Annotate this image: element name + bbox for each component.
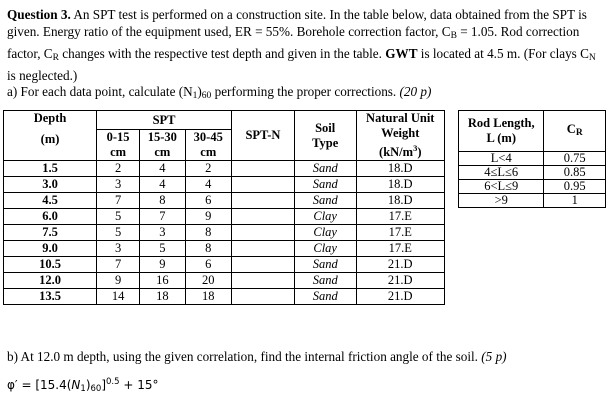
soil-type-cell: Sand <box>294 193 356 209</box>
depth-cell: 4.5 <box>4 193 97 209</box>
spt-n-cell <box>232 177 295 193</box>
question-body: changes with the respective test depth and given in the table. <box>58 46 386 61</box>
interval-label: 30-45 <box>193 130 223 145</box>
blow-count-30-45-cell: 20 <box>185 273 232 289</box>
part-a-text: performing the proper corrections. <box>211 84 400 99</box>
unit-weight-sup: 3 <box>413 143 418 153</box>
blow-count-15-30-cell: 7 <box>140 209 185 225</box>
unit-weight-unit-end: ) <box>417 145 422 160</box>
table-row <box>4 225 445 241</box>
part-a-points: (20 p) <box>399 84 432 99</box>
interval-header-0-15 <box>97 130 140 161</box>
rod-length-header-line2: L (m) <box>486 131 516 145</box>
blow-count-0-15-cell: 14 <box>97 289 140 305</box>
part-a-text: a) For each data point, calculate (N <box>7 84 193 99</box>
part-b-text: b) At 12.0 m depth, using the given correlation, find the internal friction angle of the soil. <box>7 349 482 364</box>
part-b-prompt <box>7 349 507 365</box>
depth-cell: 1.5 <box>4 161 97 177</box>
unit-weight-cell: 17.E <box>356 225 444 241</box>
unit-weight-cell: 17.E <box>356 209 444 225</box>
interval-label: 15-30 <box>147 130 177 145</box>
spt-n-cell <box>232 225 295 241</box>
question-body: is located at 4.5 m. (For clays C <box>417 46 589 61</box>
blow-count-15-30-cell: 4 <box>140 177 185 193</box>
blow-count-30-45-cell: 8 <box>185 225 232 241</box>
table-row <box>459 166 606 180</box>
spt-n-cell <box>232 273 295 289</box>
blow-count-15-30-cell: 9 <box>140 257 185 273</box>
spt-n-cell <box>232 193 295 209</box>
cr-cell: 1 <box>544 194 606 208</box>
interval-header-30-45 <box>185 130 232 161</box>
blow-count-0-15-cell: 9 <box>97 273 140 289</box>
rod-length-cell: 4≤L≤6 <box>459 166 544 180</box>
interval-label: 0-15 <box>106 130 130 145</box>
table-row <box>459 152 606 166</box>
blow-count-0-15-cell: 3 <box>97 177 140 193</box>
depth-cell: 12.0 <box>4 273 97 289</box>
soil-type-cell: Sand <box>294 161 356 177</box>
question-body: An SPT test is performed on a construction site. In the table below, data obtained from the SPT is given. Energy ratio of the equipment used, ER = 55%. Borehole correction factor, C <box>7 7 587 39</box>
formula-close: ] <box>101 378 107 392</box>
formula-n: N <box>71 378 81 392</box>
formula-n-sub: 1 <box>80 384 86 394</box>
spt-data-table <box>3 110 445 305</box>
cr-header-label: C <box>566 121 576 136</box>
blow-count-30-45-cell: 4 <box>185 177 232 193</box>
soil-type-cell: Clay <box>294 241 356 257</box>
question-body: = 1.05. Rod correction factor, C <box>7 24 580 61</box>
formula-rparen: ) <box>85 378 91 392</box>
soil-header-label: Soil <box>315 120 336 135</box>
depth-cell: 7.5 <box>4 225 97 241</box>
table-row <box>459 194 606 208</box>
question-body: is neglected.) <box>7 68 78 83</box>
table-row <box>4 177 445 193</box>
formula-exponent: 0.5 <box>106 377 120 387</box>
table-row <box>4 257 445 273</box>
friction-angle-formula <box>7 377 159 394</box>
unit-weight-cell: 21.D <box>356 273 444 289</box>
part-b-points: (5 p) <box>481 349 507 364</box>
unit-weight-cell: 18.D <box>356 161 444 177</box>
gwt-label: GWT <box>385 46 418 61</box>
unit-weight-cell: 21.D <box>356 257 444 273</box>
depth-header-label: Depth <box>33 111 67 125</box>
table-row <box>4 209 445 225</box>
spt-n-cell <box>232 289 295 305</box>
blow-count-0-15-cell: 2 <box>97 161 140 177</box>
rod-length-header <box>459 111 544 152</box>
table-row <box>4 161 445 177</box>
blow-count-30-45-cell: 9 <box>185 209 232 225</box>
soil-type-cell: Sand <box>294 177 356 193</box>
spt-n-cell <box>232 161 295 177</box>
rod-correction-table <box>458 110 606 208</box>
blow-count-0-15-cell: 5 <box>97 225 140 241</box>
cn-subscript: N <box>588 53 596 63</box>
depth-cell: 10.5 <box>4 257 97 273</box>
blow-count-15-30-cell: 3 <box>140 225 185 241</box>
soil-type-cell: Clay <box>294 209 356 225</box>
soil-type-header <box>294 111 356 161</box>
blow-count-15-30-cell: 5 <box>140 241 185 257</box>
formula-lhs: φ′ = [15.4( <box>7 378 72 392</box>
blow-count-0-15-cell: 7 <box>97 193 140 209</box>
spt-n-cell <box>232 257 295 273</box>
blow-count-30-45-cell: 2 <box>185 161 232 177</box>
unit-weight-unit: (kN/m <box>379 145 414 160</box>
depth-cell: 9.0 <box>4 241 97 257</box>
cr-header <box>544 111 606 152</box>
blow-count-30-45-cell: 6 <box>185 193 232 209</box>
spt-n-cell <box>232 209 295 225</box>
depth-cell: 13.5 <box>4 289 97 305</box>
cr-header-sub: R <box>575 127 583 138</box>
soil-type-cell: Sand <box>294 289 356 305</box>
question-label: Question 3. <box>7 7 71 22</box>
blow-count-15-30-cell: 18 <box>140 289 185 305</box>
interval-unit: cm <box>200 145 217 160</box>
blow-count-15-30-cell: 4 <box>140 161 185 177</box>
formula-tail: + 15° <box>119 378 159 392</box>
spt-header: SPT <box>97 111 232 130</box>
blow-count-0-15-cell: 7 <box>97 257 140 273</box>
blow-count-0-15-cell: 5 <box>97 209 140 225</box>
cr-cell: 0.75 <box>544 152 606 166</box>
rod-length-cell: >9 <box>459 194 544 208</box>
soil-type-cell: Clay <box>294 225 356 241</box>
unit-weight-cell: 17.E <box>356 241 444 257</box>
question-text <box>7 6 605 84</box>
rod-length-cell: 6<L≤9 <box>459 180 544 194</box>
table-row <box>4 241 445 257</box>
blow-count-30-45-cell: 8 <box>185 241 232 257</box>
unit-weight-cell: 18.D <box>356 193 444 209</box>
n1-subscript: 1 <box>192 91 198 101</box>
interval-header-15-30 <box>140 130 185 161</box>
blow-count-15-30-cell: 8 <box>140 193 185 209</box>
type-header-label: Type <box>312 135 339 150</box>
depth-cell: 3.0 <box>4 177 97 193</box>
part-a-text: ) <box>197 84 202 99</box>
cr-cell: 0.85 <box>544 166 606 180</box>
blow-count-30-45-cell: 6 <box>185 257 232 273</box>
table-row <box>4 289 445 305</box>
spt-n-cell <box>232 241 295 257</box>
blow-count-30-45-cell: 18 <box>185 289 232 305</box>
unit-weight-header-line2: Weight <box>381 126 420 140</box>
blow-count-0-15-cell: 3 <box>97 241 140 257</box>
unit-weight-cell: 21.D <box>356 289 444 305</box>
blow-count-15-30-cell: 16 <box>140 273 185 289</box>
table-row <box>4 193 445 209</box>
interval-unit: cm <box>154 145 171 160</box>
soil-type-cell: Sand <box>294 257 356 273</box>
spt-n-header <box>232 111 295 161</box>
formula-n60-sub: 60 <box>90 384 102 394</box>
table-row <box>4 273 445 289</box>
soil-type-cell: Sand <box>294 273 356 289</box>
interval-unit: cm <box>110 145 127 160</box>
unit-weight-header-line1: Natural Unit <box>366 111 435 125</box>
depth-header <box>4 111 97 161</box>
rod-length-header-line1: Rod Length, <box>467 116 535 130</box>
unit-weight-header <box>356 111 444 161</box>
unit-weight-cell: 18.D <box>356 177 444 193</box>
cr-cell: 0.95 <box>544 180 606 194</box>
unit-weight-header-line3 <box>357 141 444 160</box>
part-a-prompt <box>7 84 431 101</box>
depth-cell: 6.0 <box>4 209 97 225</box>
n60-subscript: 60 <box>201 91 212 101</box>
cb-subscript: B <box>450 31 457 41</box>
cr-subscript: R <box>52 53 59 63</box>
table-row <box>459 180 606 194</box>
spt-n-header-label: SPT-N <box>245 128 281 143</box>
depth-header-unit: (m) <box>40 132 60 146</box>
rod-length-cell: L<4 <box>459 152 544 166</box>
